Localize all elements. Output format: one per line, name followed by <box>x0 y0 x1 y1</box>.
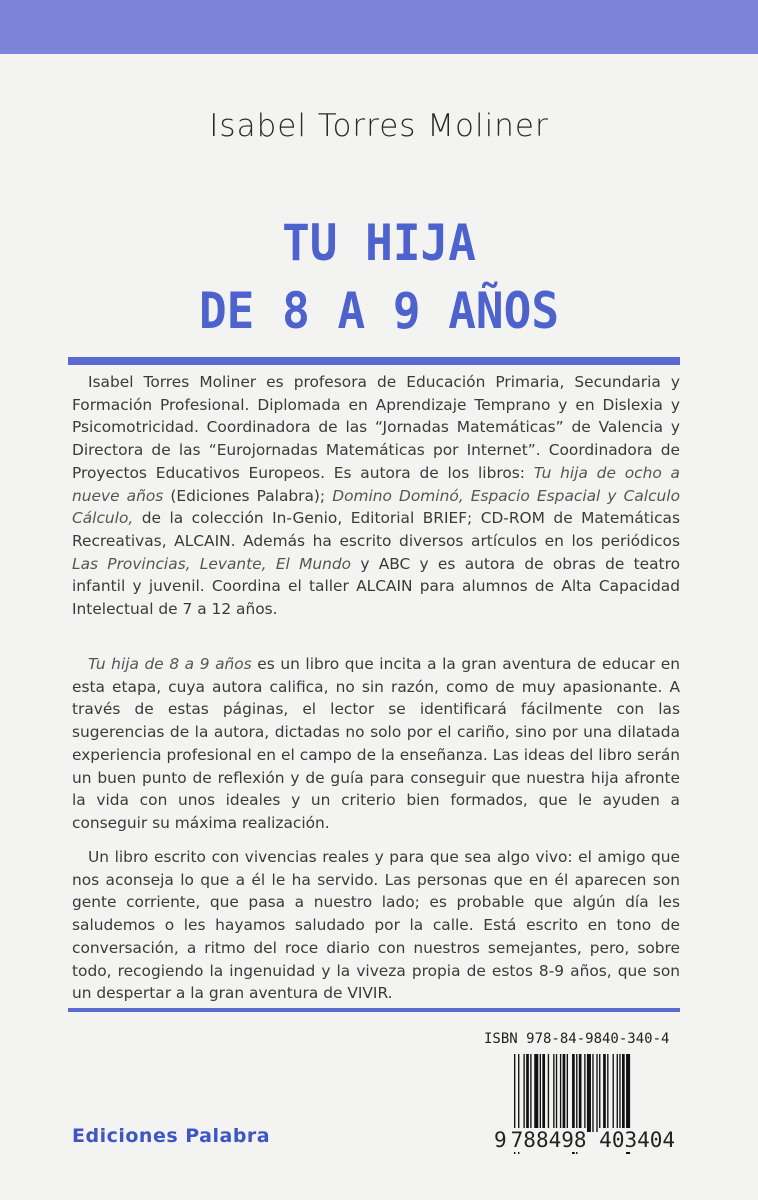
author-name: Isabel Torres Moliner <box>209 108 549 144</box>
barcode-bar <box>542 1054 545 1132</box>
barcode-bar <box>526 1054 529 1132</box>
text-segment: (Ediciones Palabra); <box>163 486 333 505</box>
barcode-bar <box>523 1054 524 1132</box>
barcode-bar <box>613 1054 614 1132</box>
barcode-bar <box>556 1054 557 1132</box>
italic-text: Las Provincias, Levante, El Mundo <box>72 554 352 573</box>
barcode-bar <box>599 1054 600 1132</box>
barcode-digits <box>494 1128 675 1152</box>
barcode-bar <box>563 1054 566 1132</box>
publisher-name: Ediciones Palabra <box>72 1125 271 1147</box>
barcode-bar <box>596 1054 597 1132</box>
divider-bottom <box>68 1008 680 1012</box>
barcode-bar <box>587 1054 591 1132</box>
barcode-bar <box>584 1054 585 1132</box>
italic-text: Tu hija de ocho a nueve años <box>72 463 680 505</box>
title-line-1: TU HIJA <box>282 214 476 272</box>
barcode-bar <box>617 1054 618 1132</box>
text-segment: Isabel Torres Moliner es profesora de Educación Primaria, Secundaria y Formación Profesional. Diplomada en Aprendizaje Temprano y en Dislexia y Psicomotricidad. Coordinadora de las “Jornadas Matemáticas” de Valencia y Directora de las “Eurojornadas Matemáticas por Internet”. Coordinadora de Proyectos Educativos Europeos. Es autora de los libros: <box>72 373 680 482</box>
barcode-bar <box>622 1054 625 1132</box>
description-paragraph <box>72 846 680 1005</box>
top-color-band <box>0 0 758 54</box>
barcode-right-digits: 403404 <box>599 1128 676 1152</box>
title-line-2: DE 8 A 9 AÑOS <box>198 282 560 340</box>
barcode-bar <box>540 1054 541 1132</box>
text-segment: Un libro escrito con vivencias reales y para que sea algo vivo: el amigo que nos aconseja lo que a él le ha servido. Las personas que en él aparecen son gente corriente, que pasa a nuestro lado; es probable que algún día les saludemos o les hayamos saludado por la calle. Está escrito en tono de conversación, a ritmo del roce diario con nuestros semejantes, pero, sobre todo, recogiendo la ingenuidad y la viveza propia de estos 8-9 años, que son un despertar a la gran aventura de VIVIR. <box>72 848 680 1003</box>
divider-top <box>68 357 680 365</box>
barcode-bar <box>567 1054 568 1132</box>
barcode-bar <box>530 1054 531 1132</box>
barcode-left-digits: 788498 <box>510 1128 587 1152</box>
barcode-bar <box>553 1054 554 1132</box>
author-bio-paragraph <box>72 371 680 621</box>
barcode-bar <box>548 1054 549 1132</box>
barcode-bar <box>603 1054 606 1132</box>
text-segment: y ABC y es autora de obras de teatro infantil y juvenil. Coordina el taller ALCAIN para alumnos de Alta Capacidad Intelectual de 7 a 12 años. <box>72 554 680 619</box>
barcode-bar <box>560 1054 561 1132</box>
barcode-bar <box>579 1054 582 1132</box>
barcode-first-digit: 9 <box>494 1128 507 1152</box>
text-segment: de la colección In-Genio, Editorial BRIEF; CD-ROM de Matemáticas Recreativas, ALCAIN. Además ha escrito diversos artículos en los periódicos <box>72 509 680 550</box>
text-segment: es un libro que incita a la gran aventura de educar en esta etapa, cuya autora califica, no sin razón, como de muy apasionante. A través de estas páginas, el lector se identificará fácilmente con las sugerencias de la autora, dictadas no solo por el cariño, sino por una dilatada experiencia profesional en el campo de la enseñanza. Las ideas del libro serán un buen punto de reflexión y de guía para conseguir que nuestra hija afronte la vida con unos ideales y un criterio bien formados, que le ayuden a conseguir su máxima realización. <box>72 655 680 832</box>
isbn-label: ISBN 978-84-9840-340-4 <box>484 1031 670 1047</box>
barcode-bar <box>592 1054 593 1132</box>
barcode-bar <box>534 1054 538 1132</box>
barcode-bar <box>607 1054 608 1132</box>
barcode-bar <box>619 1054 620 1132</box>
synopsis-paragraph <box>72 653 680 835</box>
italic-text: Domino Dominó, Espacio Espacial y Calculo Cálculo, <box>72 486 680 528</box>
italic-text: Tu hija de 8 a 9 años <box>88 655 252 673</box>
